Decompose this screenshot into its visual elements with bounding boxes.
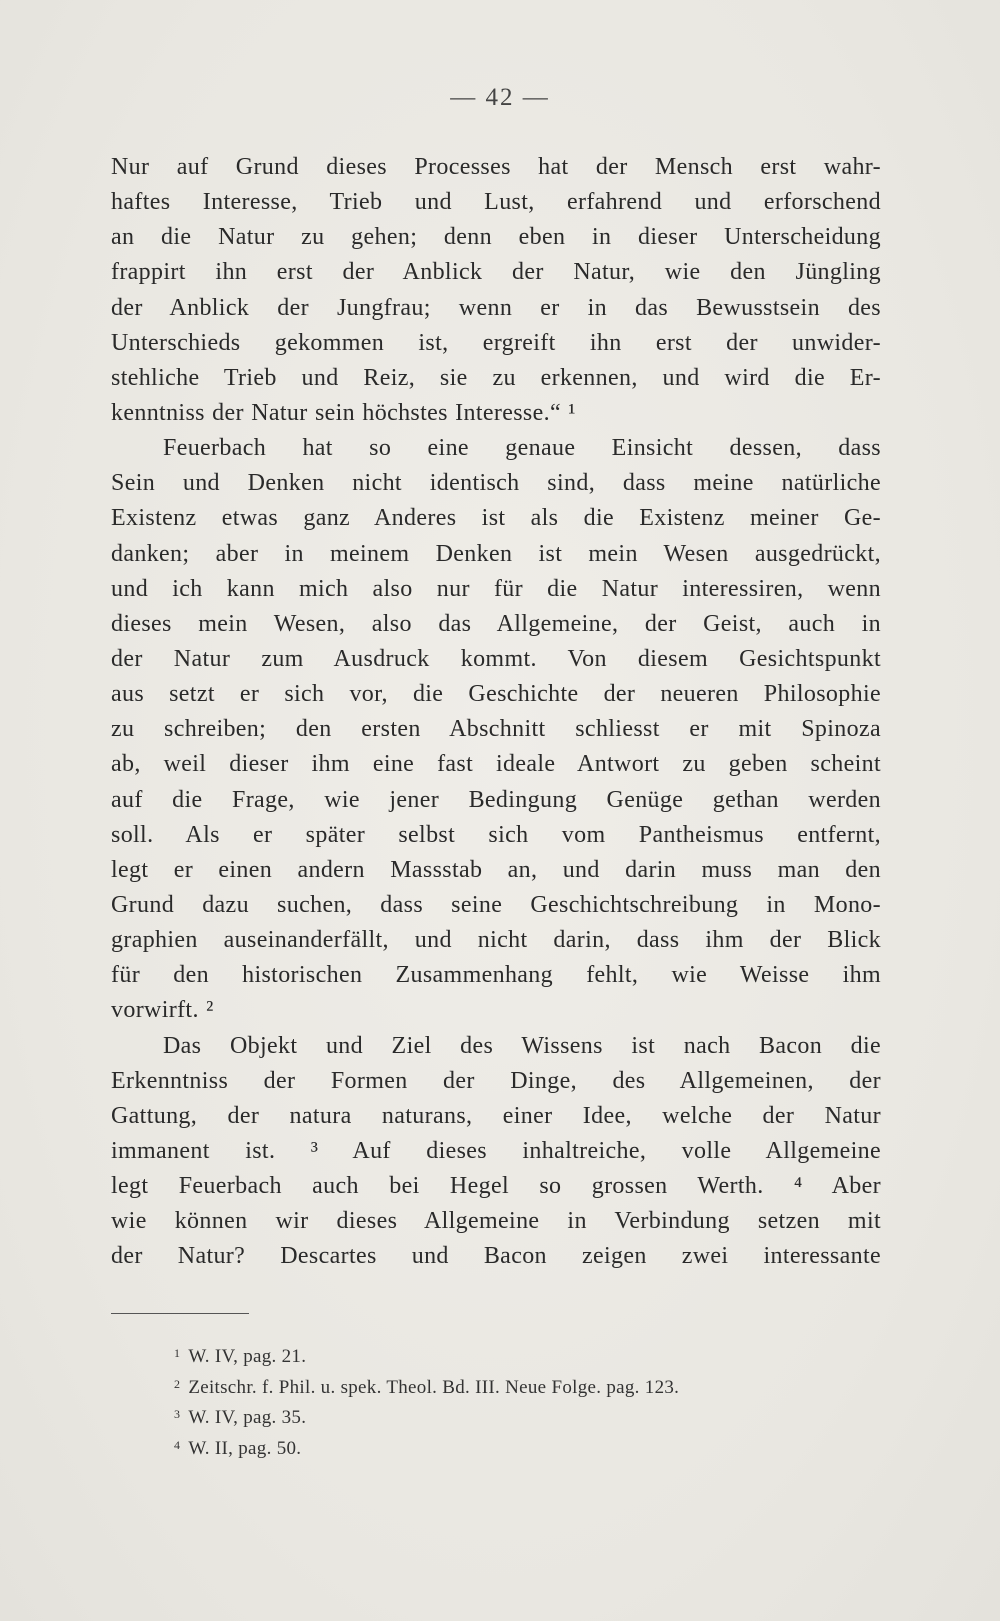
footnote-text: W. IV, pag. 35.	[188, 1407, 307, 1428]
text-line: zu schreiben; den ersten Abschnitt schliesst er mit Spinoza	[111, 716, 881, 743]
text-line: Feuerbach hat so eine genaue Einsicht dessen, dass	[163, 435, 881, 462]
footnote-divider	[111, 1313, 249, 1314]
text-line: vorwirft. ²	[111, 997, 214, 1024]
text-line: Existenz etwas ganz Anderes ist als die Existenz meiner Ge-	[111, 505, 881, 532]
text-line: stehliche Trieb und Reiz, sie zu erkennen, und wird die Er-	[111, 364, 881, 391]
footnote-mark: 2	[174, 1376, 181, 1391]
text-line: Nur auf Grund dieses Processes hat der Mensch erst wahr-	[111, 154, 881, 180]
text-line: ab, weil dieser ihm eine fast ideale Antwort zu geben scheint	[111, 751, 881, 778]
footnotes	[174, 1338, 894, 1460]
text-line: und ich kann mich also nur für die Natur interessiren, wenn	[111, 575, 881, 602]
footnote-text: W. IV, pag. 21.	[188, 1346, 307, 1367]
text-line: dieses mein Wesen, also das Allgemeine, der Geist, auch in	[111, 610, 881, 637]
text-line: legt Feuerbach auch bei Hegel so grossen Werth. ⁴ Aber	[111, 1173, 881, 1200]
text-line: Sein und Denken nicht identisch sind, dass meine natürliche	[111, 470, 881, 497]
text-line: an die Natur zu gehen; denn eben in dieser Unterscheidung	[111, 224, 881, 251]
text-line: immanent ist. ³ Auf dieses inhaltreiche, volle Allgemeine	[111, 1137, 881, 1164]
footnote	[174, 1369, 894, 1400]
text-line: der Natur zum Ausdruck kommt. Von diesem Gesichtspunkt	[111, 645, 881, 672]
text-line: danken; aber in meinem Denken ist mein Wesen ausgedrückt,	[111, 540, 881, 567]
footnote-text: W. II, pag. 50.	[188, 1437, 302, 1459]
text-line: Grund dazu suchen, dass seine Geschichtschreibung in Mono-	[111, 891, 881, 918]
footnote-mark: 1	[174, 1346, 181, 1360]
text-line: wie können wir dieses Allgemeine in Verbindung setzen mit	[111, 1208, 881, 1235]
text-line: graphien auseinanderfällt, und nicht darin, dass ihm der Blick	[111, 927, 881, 954]
text-line: für den historischen Zusammenhang fehlt, wie Weisse ihm	[111, 962, 881, 989]
text-line: legt er einen andern Massstab an, und darin muss man den	[111, 856, 881, 883]
footnote-mark: 3	[174, 1407, 181, 1421]
footnote	[174, 1338, 894, 1369]
text-line: Erkenntniss der Formen der Dinge, des Allgemeinen, der	[111, 1067, 881, 1094]
text-line: kenntniss der Natur sein höchstes Interesse.“ ¹	[111, 399, 576, 426]
text-line: frappirt ihn erst der Anblick der Natur, wie den Jüngling	[111, 259, 881, 286]
body-text	[111, 150, 881, 1275]
page-number: — 42 —	[450, 84, 550, 111]
text-line: auf die Frage, wie jener Bedingung Genüge gethan werden	[111, 786, 881, 813]
footnote-mark: 4	[174, 1437, 181, 1452]
footnote	[174, 1399, 894, 1430]
text-line: der Anblick der Jungfrau; wenn er in das Bewusstsein des	[111, 294, 881, 321]
text-line: soll. Als er später selbst sich vom Pantheismus entfernt,	[111, 821, 881, 848]
text-line: Unterschieds gekommen ist, ergreift ihn erst der unwider-	[111, 329, 881, 356]
text-line: der Natur? Descartes und Bacon zeigen zwei interessante	[111, 1243, 881, 1270]
text-line: haftes Interesse, Trieb und Lust, erfahrend und erforschend	[111, 189, 881, 216]
text-line: aus setzt er sich vor, die Geschichte der neueren Philosophie	[111, 681, 881, 708]
footnote	[174, 1430, 894, 1461]
text-line: Das Objekt und Ziel des Wissens ist nach Bacon die	[163, 1032, 881, 1059]
footnote-text: Zeitschr. f. Phil. u. spek. Theol. Bd. III. Neue Folge. pag. 123.	[188, 1376, 680, 1398]
text-line: Gattung, der natura naturans, einer Idee, welche der Natur	[111, 1102, 881, 1129]
